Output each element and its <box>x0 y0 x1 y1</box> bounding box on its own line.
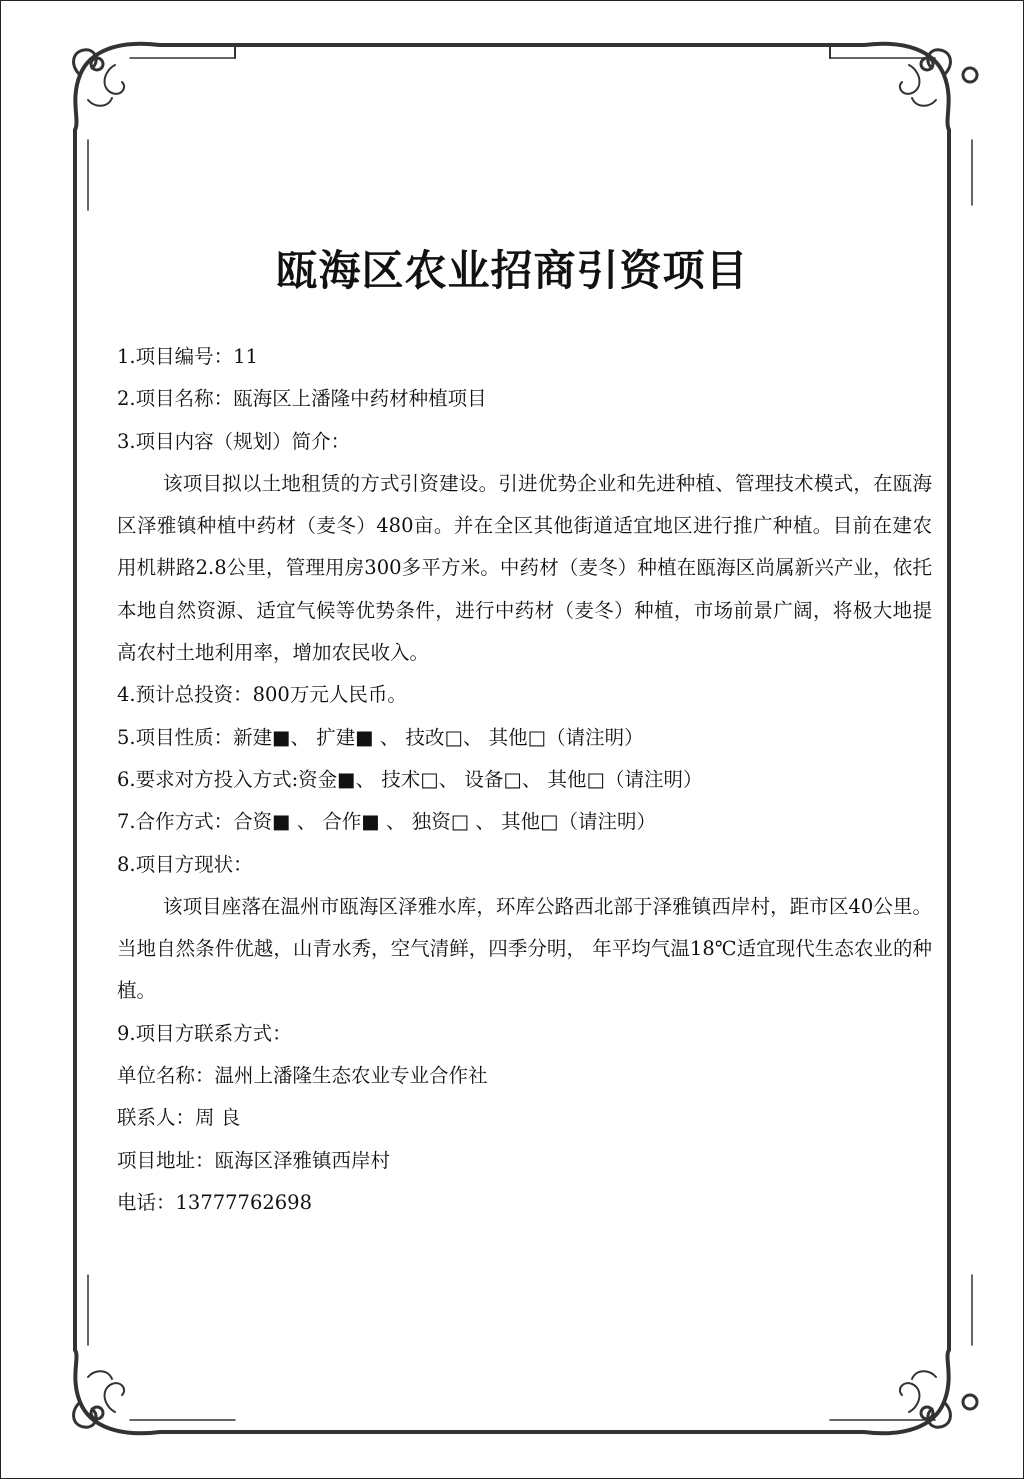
unit-name: 单位名称：温州上潘隆生态农业专业合作社 <box>117 1064 488 1088</box>
status-heading: 8.项目方现状： <box>117 852 253 876</box>
contact-heading: 9.项目方联系方式： <box>117 1021 292 1045</box>
document-body <box>117 336 932 1224</box>
input-method: 6.要求对方投入方式:资金■、 技术□、 设备□、 其他□（请注明） <box>117 767 703 791</box>
project-name: 2.项目名称：瓯海区上潘隆中药材种植项目 <box>117 387 487 411</box>
status-paragraph: 该项目座落在温州市瓯海区泽雅水库，环库公路西北部于泽雅镇西岸村，距市区40公里。当地自然条件优越，山青水秀，空气清鲜，四季分明， 年平均气温18℃适宜现代生态农业的种植。 <box>117 894 932 1003</box>
project-nature: 5.项目性质：新建■、 扩建■ 、 技改□、 其他□（请注明） <box>117 725 644 749</box>
intro-heading: 3.项目内容（规划）简介： <box>117 429 351 453</box>
contact-person: 联系人：周 良 <box>117 1106 241 1130</box>
cooperation-mode: 7.合作方式：合资■ 、 合作■ 、 独资□ 、 其他□（请注明） <box>117 810 656 834</box>
project-address: 项目地址：瓯海区泽雅镇西岸村 <box>117 1148 391 1172</box>
project-number: 1.项目编号：11 <box>117 345 258 368</box>
phone-number: 电话：13777762698 <box>117 1190 312 1214</box>
document-title: 瓯海区农业招商引资项目 <box>275 246 749 295</box>
intro-paragraph: 该项目拟以土地租赁的方式引资建设。引进优势企业和先进种植、管理技术模式，在瓯海区泽雅镇种植中药材（麦冬）480亩。并在全区其他街道适宜地区进行推广种植。目前在建农用机耕路2.8公里，管理用房300多平方米。中药材（麦冬）种植在瓯海区尚属新兴产业，依托本地自然资源、适宜气候等优势条件，进行中药材（麦冬）种植，市场前景广阔，将极大地提高农村土地利用率，增加农民收入。 <box>117 471 932 665</box>
investment: 4.预计总投资：800万元人民币。 <box>117 683 407 707</box>
